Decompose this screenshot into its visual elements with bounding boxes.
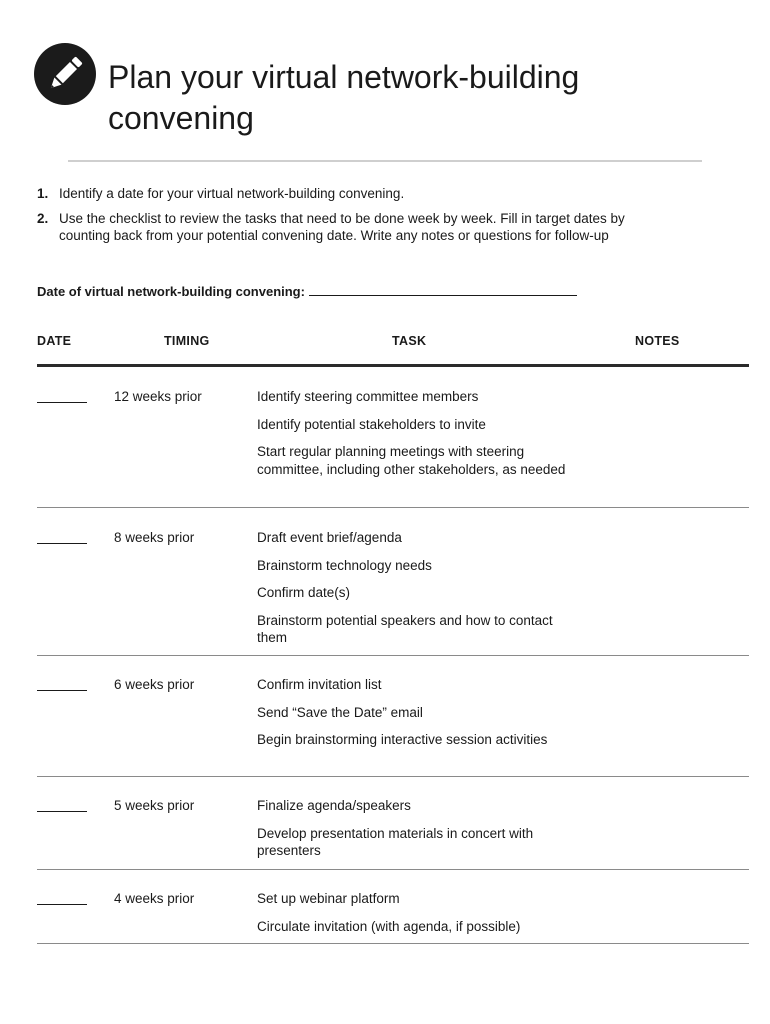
task-item: Brainstorm potential speakers and how to contact them: [257, 612, 553, 645]
row-divider: [37, 655, 749, 656]
task-item: Identify potential stakeholders to invite: [257, 416, 486, 432]
column-header-task: TASK: [392, 334, 427, 348]
task-cell: [257, 797, 567, 870]
row-divider: [37, 869, 749, 870]
column-header-date: DATE: [37, 334, 72, 348]
timing-cell: 12 weeks prior: [114, 389, 202, 404]
row-divider: [37, 507, 749, 508]
date-blank[interactable]: [37, 681, 87, 691]
instruction-text: Use the checklist to review the tasks that need to be done week by week. Fill in target dates by counting back from your potential convening date. Write any notes or questions for follow-up: [59, 211, 625, 243]
header-divider: [37, 364, 749, 367]
task-cell: [257, 388, 567, 488]
timing-cell: 5 weeks prior: [114, 798, 195, 813]
task-cell: [257, 676, 567, 759]
task-item: Confirm date(s): [257, 585, 351, 600]
timing-cell: 4 weeks prior: [114, 891, 195, 906]
row-divider: [37, 943, 749, 944]
page-header: [34, 43, 734, 143]
convening-date-label: Date of virtual network-building convening:: [37, 284, 305, 299]
task-item: Confirm invitation list: [257, 677, 382, 692]
timing-cell: 6 weeks prior: [114, 677, 195, 692]
instruction-number: 1.: [37, 186, 49, 201]
date-blank[interactable]: [37, 802, 87, 812]
pencil-icon: [34, 43, 96, 105]
convening-date-field: [37, 284, 577, 299]
timing-cell: 8 weeks prior: [114, 530, 195, 545]
task-item: Identify steering committee members: [257, 389, 479, 404]
task-item: Start regular planning meetings with steering committee, including other stakeholders, as needed: [257, 444, 566, 477]
task-item: Circulate invitation (with agenda, if possible): [257, 918, 521, 934]
task-cell: [257, 890, 567, 945]
title-divider: [68, 160, 702, 162]
instruction-item: [37, 210, 677, 244]
task-item: Finalize agenda/speakers: [257, 798, 411, 813]
task-item: Send “Save the Date” email: [257, 704, 423, 720]
task-item: Brainstorm technology needs: [257, 557, 432, 573]
instructions-list: [37, 185, 677, 252]
column-header-timing: TIMING: [164, 334, 210, 348]
page-title-line-2: convening: [108, 100, 254, 136]
page-title: [108, 57, 579, 139]
instruction-text: Identify a date for your virtual network-building convening.: [59, 186, 405, 201]
task-item: Draft event brief/agenda: [257, 530, 402, 545]
task-cell: [257, 529, 567, 657]
instruction-number: 2.: [37, 211, 49, 226]
task-item: Set up webinar platform: [257, 891, 400, 906]
task-item: Begin brainstorming interactive session activities: [257, 732, 548, 747]
date-blank[interactable]: [37, 393, 87, 403]
date-blank[interactable]: [37, 534, 87, 544]
page-title-line-1: Plan your virtual network-building: [108, 59, 580, 95]
date-blank[interactable]: [37, 895, 87, 905]
instruction-item: [37, 185, 677, 202]
task-item: Develop presentation materials in concert with presenters: [257, 825, 534, 858]
row-divider: [37, 776, 749, 777]
convening-date-blank[interactable]: [309, 284, 577, 296]
column-header-notes: NOTES: [635, 334, 680, 348]
